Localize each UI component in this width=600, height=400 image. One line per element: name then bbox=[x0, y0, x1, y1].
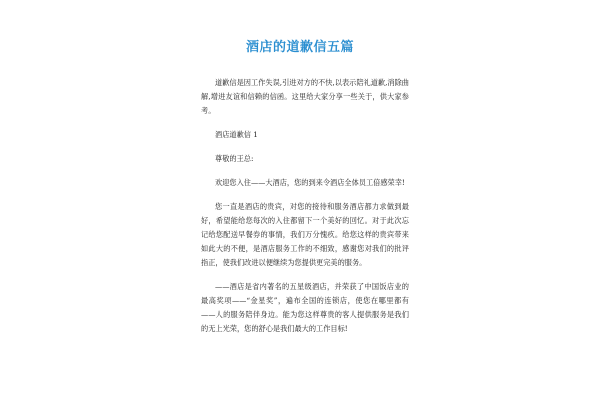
intro-paragraph: 道歉信是因工作失误,引进对方的不快,以表示陪礼道歉,消除曲解,增进友谊和信赖的信函。这里给大家分享一些关于，供大家参考。 bbox=[201, 78, 409, 115]
hotel-intro-paragraph: ——酒店是省内著名的五星级酒店，并荣获了中国饭店业的最高奖项——“金星奖”，遍布全国的连锁店，使您在哪里都有——人的服务陪伴身边。能为您这样尊贵的客人提供服务是我们的无上光荣，您的舒心是我们最大的工作目标! bbox=[201, 282, 409, 333]
welcome-paragraph: 欢迎您入住——大酒店，您的到来令酒店全体员工倍感荣幸! bbox=[215, 178, 405, 187]
salutation: 尊敬的王总: bbox=[215, 154, 254, 163]
document-body bbox=[201, 76, 409, 346]
apology-paragraph: 您一直是酒店的贵宾，对您的接待和服务酒店都力求做到最好，希望能给您每次的入住都留下一个美好的回忆。对于此次忘记给您配送早餐券的事情，我们万分愧疚。给您这样的贵宾带来如此大的不便，是酒店服务工作的不细致，感谢您对我们的批评指正，使我们改进以便继续为您提供更完美的服务。 bbox=[201, 202, 409, 267]
section-heading: 酒店道歉信 1 bbox=[215, 130, 258, 139]
document-title: 酒店的道歉信五篇 bbox=[245, 40, 354, 55]
